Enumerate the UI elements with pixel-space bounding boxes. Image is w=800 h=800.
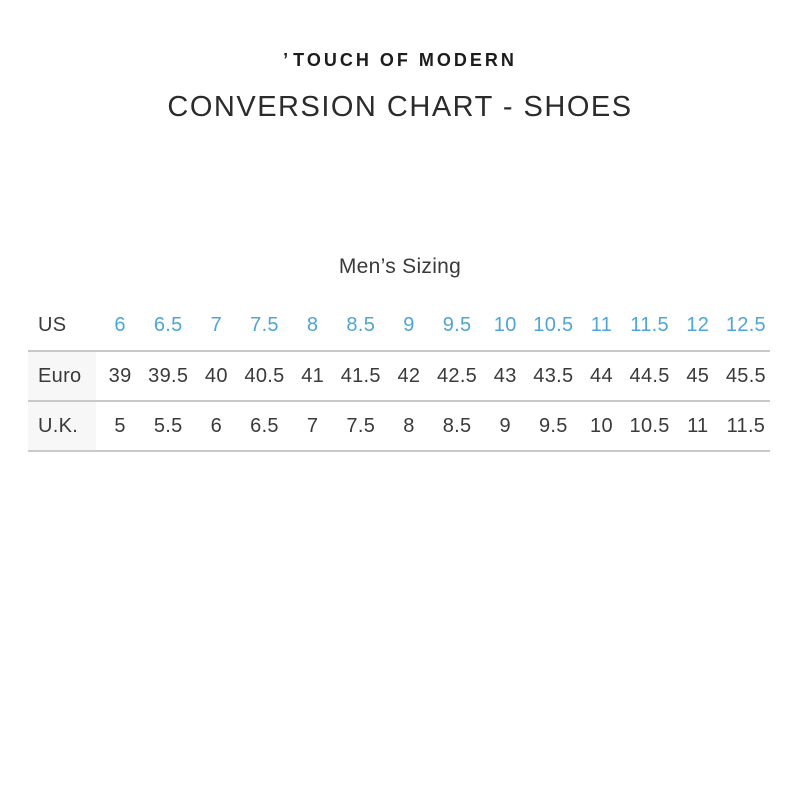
size-cell: 40.5 (244, 364, 285, 387)
size-cell: 7 (210, 314, 223, 336)
size-cell: 12.5 (725, 314, 766, 336)
brand-logo (0, 50, 800, 71)
row-label: US (38, 314, 67, 336)
table-row-uk (28, 401, 770, 451)
size-cell: 10 (590, 414, 613, 437)
size-cell: 6.5 (250, 414, 279, 437)
size-cell: 6 (210, 414, 223, 437)
size-cell: 42.5 (436, 364, 478, 387)
size-cell: 6.5 (153, 314, 183, 336)
size-cell: 8.5 (442, 414, 472, 437)
section-heading-mens-sizing: Men’s Sizing (338, 255, 462, 278)
table-row-us (28, 301, 770, 351)
size-cell: 9.5 (538, 414, 568, 437)
brand-logo-mark: ’ (283, 50, 292, 70)
size-cell: 10.5 (629, 414, 670, 437)
size-cell: 9 (403, 314, 415, 336)
row-label: Euro (28, 351, 96, 401)
size-cell: 6 (114, 314, 126, 336)
size-cell: 11 (687, 414, 709, 437)
size-cell: 42 (397, 364, 421, 387)
size-cell: 44.5 (629, 364, 670, 387)
table-row-euro (28, 351, 770, 401)
size-cell: 45 (686, 364, 710, 387)
size-cell: 40 (204, 364, 228, 387)
size-cell: 11 (590, 314, 613, 336)
size-cell: 7.5 (346, 414, 376, 437)
size-cell: 12 (686, 314, 710, 336)
size-cell: 11.5 (726, 414, 766, 437)
size-cell: 41.5 (340, 364, 381, 387)
size-cell: 8 (403, 414, 415, 437)
size-table-body (28, 301, 770, 451)
size-cell: 10 (493, 314, 517, 336)
size-cell: 9 (499, 414, 511, 437)
size-cell: 41 (301, 364, 325, 387)
size-conversion-table (28, 301, 770, 452)
size-cell: 7 (306, 414, 319, 437)
size-cell: 45.5 (725, 364, 766, 387)
size-cell: 5.5 (153, 414, 183, 437)
size-cell: 11.5 (630, 314, 669, 336)
size-cell: 9.5 (442, 314, 472, 336)
page-title: CONVERSION CHART - SHOES (167, 91, 633, 123)
size-cell: 10.5 (533, 314, 574, 336)
size-cell: 44 (590, 364, 613, 387)
row-label: U.K. (28, 401, 96, 451)
size-cell: 39 (108, 364, 132, 387)
size-cell: 8 (306, 314, 319, 336)
size-cell: 43 (493, 364, 517, 387)
brand-logo-text: TOUCH OF MODERN (293, 50, 517, 70)
size-cell: 8.5 (346, 314, 376, 336)
size-cell: 7.5 (250, 314, 279, 336)
size-cell: 39.5 (148, 364, 189, 387)
size-cell: 43.5 (533, 364, 574, 387)
size-cell: 5 (114, 414, 126, 437)
